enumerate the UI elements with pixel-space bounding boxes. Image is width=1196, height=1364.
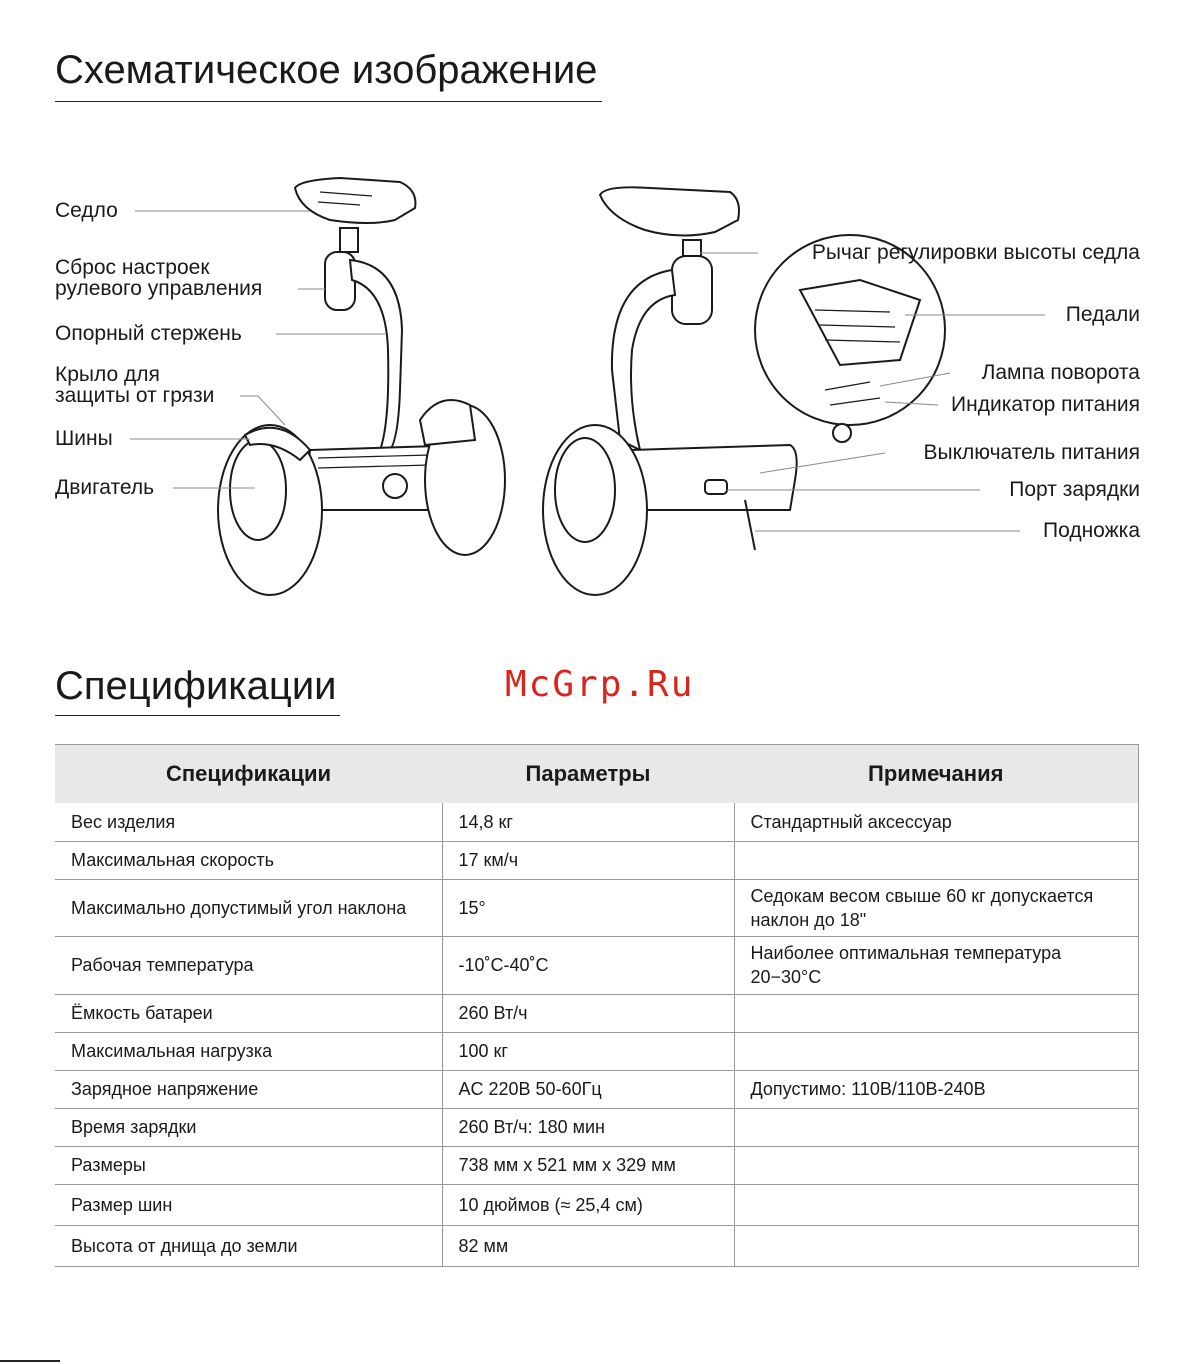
label-power-indicator: Индикатор питания bbox=[951, 393, 1140, 416]
spec-value: AC 220В 50-60Гц bbox=[442, 1070, 734, 1108]
specs-table bbox=[55, 744, 1139, 1267]
spec-note bbox=[734, 1225, 1138, 1266]
header-spec: Спецификации bbox=[55, 745, 442, 804]
specs-header-row bbox=[55, 745, 1138, 804]
spec-value: 100 кг bbox=[442, 1032, 734, 1070]
spec-value: 10 дюймов (≈ 25,4 см) bbox=[442, 1184, 734, 1225]
spec-value: 738 мм x 521 мм x 329 мм bbox=[442, 1146, 734, 1184]
schematic-title-rule bbox=[55, 101, 602, 102]
label-power-switch: Выключатель питания bbox=[923, 441, 1140, 464]
spec-name: Зарядное напряжение bbox=[55, 1070, 442, 1108]
spec-note: Седокам весом свыше 60 кг допускается наклон до 18" bbox=[734, 879, 1138, 937]
spec-note bbox=[734, 1108, 1138, 1146]
label-kickstand: Подножка bbox=[1043, 519, 1140, 542]
label-pedals: Педали bbox=[1065, 303, 1140, 326]
scooter-diagram bbox=[0, 150, 1196, 610]
spec-note bbox=[734, 841, 1138, 879]
table-row bbox=[55, 841, 1138, 879]
spec-name: Вес изделия bbox=[55, 803, 442, 841]
spec-name: Максимально допустимый угол наклона bbox=[55, 879, 442, 937]
leader-fender bbox=[240, 396, 285, 425]
table-row bbox=[55, 994, 1138, 1032]
label-support: Опорный стержень bbox=[55, 322, 242, 345]
spec-value: 14,8 кг bbox=[442, 803, 734, 841]
spec-note bbox=[734, 994, 1138, 1032]
spec-value: 82 мм bbox=[442, 1225, 734, 1266]
spec-note bbox=[734, 1146, 1138, 1184]
table-row bbox=[55, 1108, 1138, 1146]
spec-note bbox=[734, 1032, 1138, 1070]
spec-name: Ёмкость батареи bbox=[55, 994, 442, 1032]
spec-name: Максимальная нагрузка bbox=[55, 1032, 442, 1070]
table-row bbox=[55, 1225, 1138, 1266]
spec-name: Время зарядки bbox=[55, 1108, 442, 1146]
spec-value: 17 км/ч bbox=[442, 841, 734, 879]
label-fender-line1: Крыло для bbox=[55, 363, 160, 386]
table-row bbox=[55, 879, 1138, 937]
header-notes: Примечания bbox=[734, 745, 1138, 804]
spec-name: Размер шин bbox=[55, 1184, 442, 1225]
label-charge-port: Порт зарядки bbox=[1009, 478, 1140, 501]
table-row bbox=[55, 1070, 1138, 1108]
spec-name: Максимальная скорость bbox=[55, 841, 442, 879]
spec-value: 260 Вт/ч bbox=[442, 994, 734, 1032]
spec-name: Рабочая температура bbox=[55, 937, 442, 995]
label-reset-line1: Сброс настроек bbox=[55, 256, 210, 279]
spec-note: Стандартный аксессуар bbox=[734, 803, 1138, 841]
spec-note: Наиболее оптимальная температура 20−30°C bbox=[734, 937, 1138, 995]
watermark-text: McGrp.Ru bbox=[505, 664, 695, 705]
spec-value: 260 Вт/ч: 180 мин bbox=[442, 1108, 734, 1146]
header-params: Параметры bbox=[442, 745, 734, 804]
spec-note: Допустимо: 110В/110В-240В bbox=[734, 1070, 1138, 1108]
table-row bbox=[55, 803, 1138, 841]
label-height-lever: Рычаг регулировки высоты седла bbox=[811, 241, 1140, 264]
label-motor: Двигатель bbox=[55, 476, 155, 499]
table-row bbox=[55, 937, 1138, 995]
schematic-title: Схематическое изображение bbox=[55, 48, 598, 92]
table-row bbox=[55, 1032, 1138, 1070]
label-reset-line2: рулевого управления bbox=[55, 277, 263, 300]
label-saddle: Седло bbox=[55, 199, 118, 222]
label-fender-line2: защиты от грязи bbox=[55, 384, 215, 407]
specs-title: Спецификации bbox=[55, 664, 337, 708]
spec-name: Высота от днища до земли bbox=[55, 1225, 442, 1266]
label-turn-lamp: Лампа поворота bbox=[981, 361, 1140, 384]
spec-value: -10˚C-40˚C bbox=[442, 937, 734, 995]
spec-note bbox=[734, 1184, 1138, 1225]
spec-name: Размеры bbox=[55, 1146, 442, 1184]
label-tires: Шины bbox=[55, 427, 113, 450]
specs-title-rule bbox=[55, 715, 340, 716]
table-row bbox=[55, 1184, 1138, 1225]
scooter-front-view-illustration bbox=[218, 178, 505, 595]
footer-rule bbox=[0, 1360, 60, 1362]
spec-value: 15° bbox=[442, 879, 734, 937]
table-row bbox=[55, 1146, 1138, 1184]
